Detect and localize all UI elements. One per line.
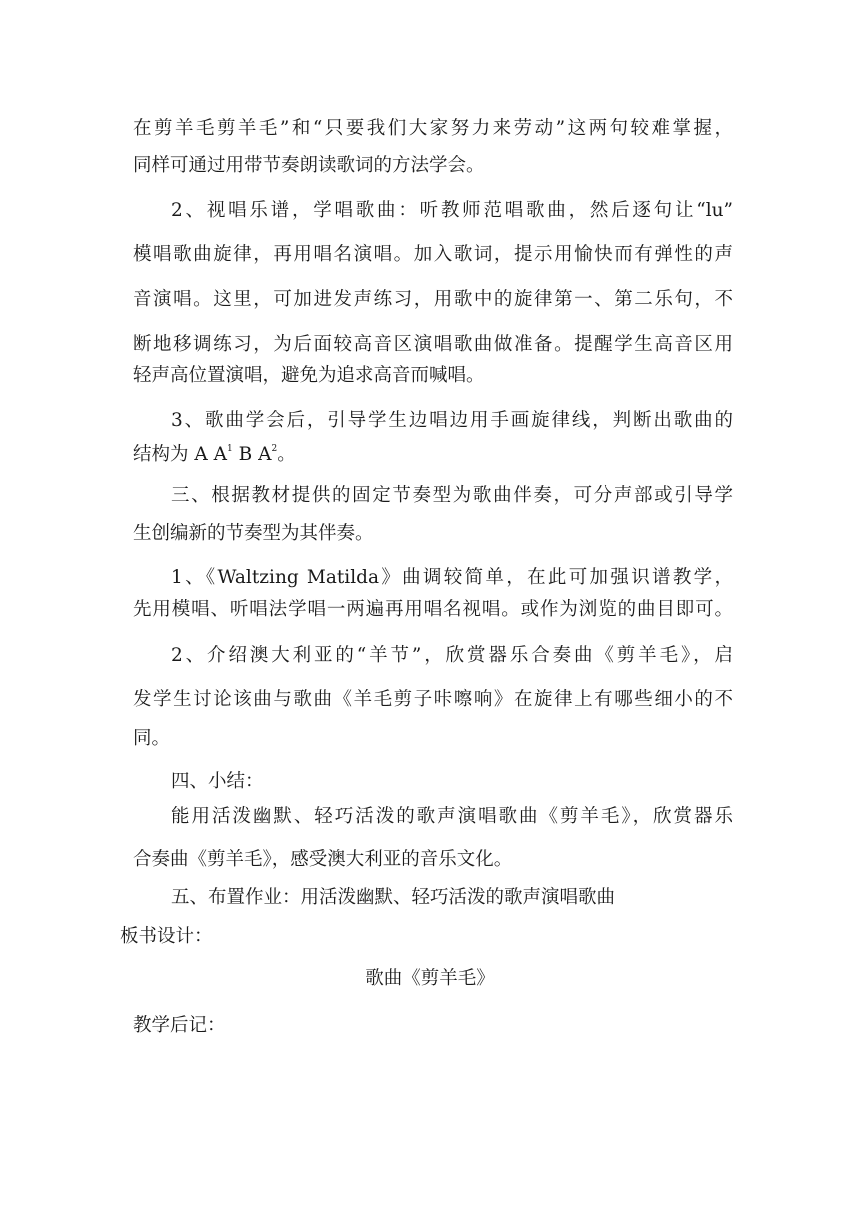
paragraph-line: 生创编新的节奏型为其伴奏。 [133,523,374,544]
paragraph-line: 1、《Waltzing Matilda》曲调较简单，在此可加强识谱教学， [171,567,733,588]
paragraph-line: 轻声高位置演唱，避免为追求高音而喊唱。 [133,365,485,386]
form-period: 。 [277,444,296,465]
form-letter: B [238,444,253,465]
paragraph-line: 2、视唱乐谱，学唱歌曲：听教师范唱歌曲，然后逐句让“lu” [171,200,733,221]
paragraph-line: 音演唱。这里，可加进发声练习，用歌中的旋律第一、第二乐句，不 [133,289,733,310]
teaching-notes-label: 教学后记： [133,1015,226,1036]
paragraph-line: 3、歌曲学会后，引导学生边唱边用手画旋律线，判断出歌曲的 [171,410,733,431]
structure-line [133,443,733,467]
board-design-label: 板书设计： [120,926,213,947]
paragraph-line: 断地移调练习，为后面较高音区演唱歌曲做准备。提醒学生高音区用 [133,334,733,355]
paragraph-line: 在剪羊毛剪羊毛”和“只要我们大家努力来劳动”这两句较难掌握， [133,118,733,139]
paragraph-line: 2、介绍澳大利亚的“羊节”，欣赏器乐合奏曲《剪羊毛》，启 [171,645,733,666]
paragraph-line: 先用模唱、听唱法学唱一两遍再用唱名视唱。或作为浏览的曲目即可。 [133,599,733,620]
paragraph-line: 模唱歌曲旋律，再用唱名演唱。加入歌词，提示用愉快而有弹性的声 [133,244,733,265]
section-heading: 四、小结： [171,771,264,792]
paragraph-line: 合奏曲《剪羊毛》，感受澳大利亚的音乐文化。 [133,849,513,870]
section-heading: 三、根据教材提供的固定节奏型为歌曲伴奏，可分声部或引导学 [171,485,733,506]
form-letter: A [194,444,208,465]
form-superscript: 1 [227,444,233,454]
paragraph-line: 同样可通过用带节奏朗读歌词的方法学会。 [133,155,485,176]
form-letter: A [213,444,228,465]
paragraph-line: 能用活泼幽默、轻巧活泼的歌声演唱歌曲《剪羊毛》，欣赏器乐 [171,806,733,827]
paragraph-line: 同。 [133,728,171,749]
board-title: 歌曲《剪羊毛》 [365,968,495,989]
section-heading: 五、布置作业：用活泼幽默、轻巧活泼的歌声演唱歌曲 [171,887,616,908]
structure-prefix: 结构为 [133,444,189,465]
form-superscript: 2 [271,444,278,454]
paragraph-line: 发学生讨论该曲与歌曲《羊毛剪子咔嚓响》在旋律上有哪些细小的不 [133,689,733,710]
form-letter: A [258,444,272,465]
